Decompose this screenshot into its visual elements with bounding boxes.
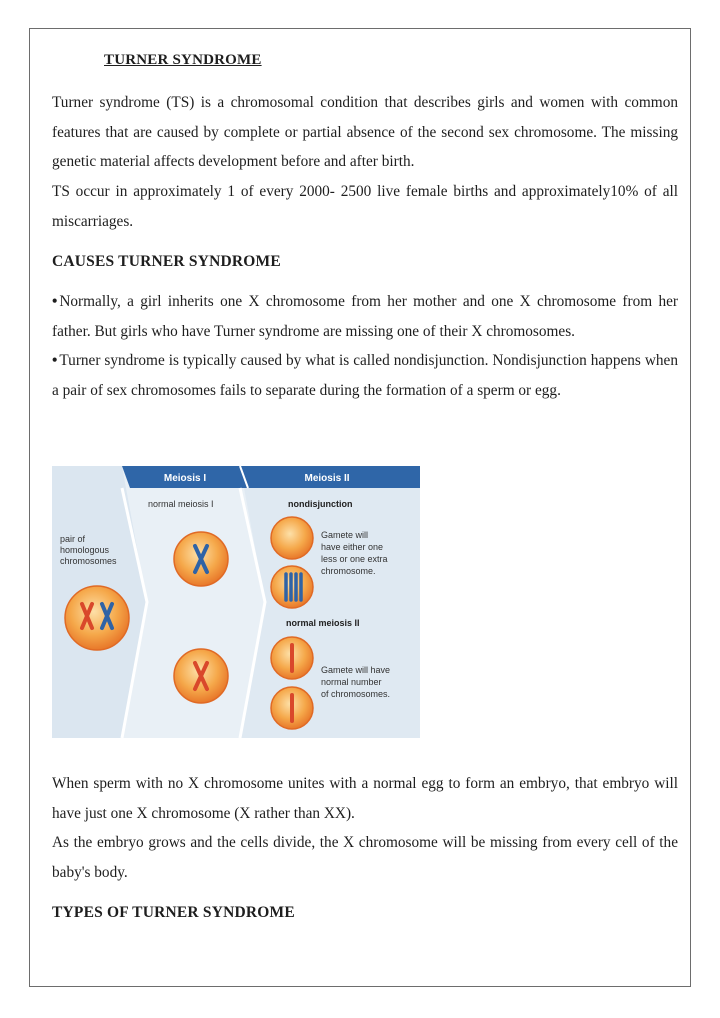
normal-note: Gamete will have normal number of chromosomes. [321,665,391,699]
normal-meiosis1-label: normal meiosis I [148,499,214,509]
intro-text-1: Turner syndrome (TS) is a chromosomal condition that describes girls and women with common features that are caused by complete or partial absence of the second sex chromosome. The missing genetic material affects development before and after birth. [52,94,678,171]
types-heading: TYPES OF TURNER SYNDROME [52,904,295,921]
normal-meiosis2-label: normal meiosis II [286,618,360,628]
meiosis1-header: Meiosis I [163,473,207,484]
bullet-item [52,346,678,405]
document-title: TURNER SYNDROME [104,52,262,68]
intro-text-2: TS occur in approximately 1 of every 2000- 2500 live female births and approximately10% of all miscarriages. [52,183,678,230]
gamete-empty [271,517,313,559]
causes-bullets [52,287,678,406]
nondisjunction-label: nondisjunction [288,499,353,509]
nondisjunction-note: Gamete will have either one less or one extra chromosome. [321,530,388,576]
bullet-symbol: • [52,293,58,310]
after-figure-text-1: When sperm with no X chromosome unites with a normal egg to form an embryo, that embryo will have just one X chromosome (X rather than XX). [52,775,678,822]
bullet-symbol: • [52,352,58,370]
parent-cell [65,586,129,650]
pair-label: pair of homologous chromosomes [60,534,117,566]
intro-paragraph [52,88,678,237]
meiosis2-header: Meiosis II [304,473,350,484]
bullet-item [52,287,678,346]
after-figure-paragraph [52,769,678,888]
causes-heading: CAUSES TURNER SYNDROME [52,253,281,270]
after-figure-text-2: As the embryo grows and the cells divide, the X chromosome will be missing from every cell of the baby's body. [52,834,678,882]
bullet-text-1: Normally, a girl inherits one X chromosome from her mother and one X chromosome from her father. But girls who have Turner syndrome are missing one of their X chromosomes. [52,293,678,340]
bullet-text-2: Turner syndrome is typically caused by what is called nondisjunction. Nondisjunction happens when a pair of sex chromosomes fails to separate during the formation of a sperm or egg. [52,352,678,400]
meiosis-nondisjunction-diagram [52,466,420,738]
